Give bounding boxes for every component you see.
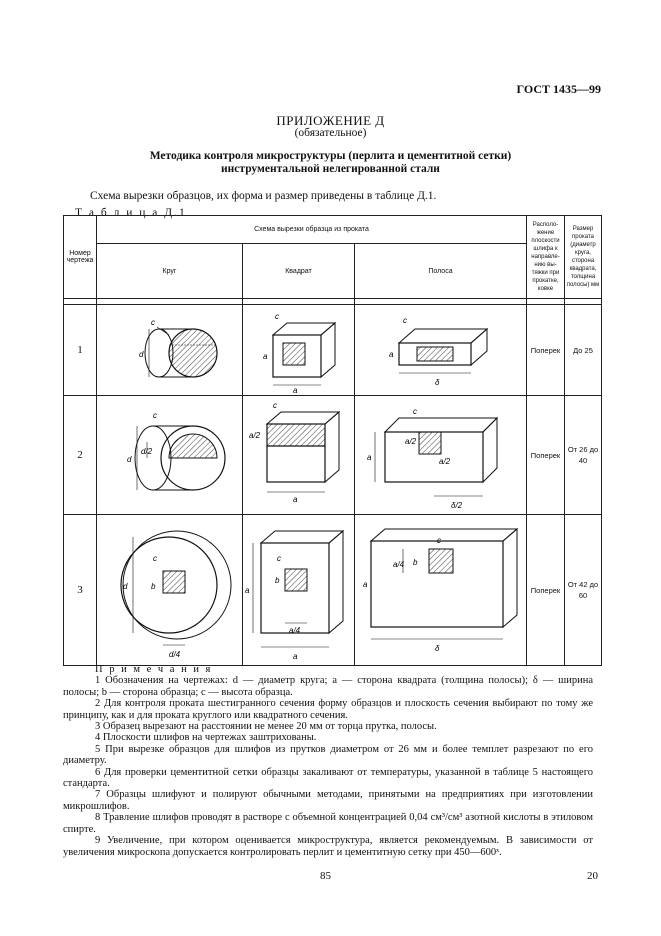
label-d2: d/2: [141, 447, 153, 456]
page-number-right: 20: [587, 870, 598, 882]
label-a: a: [293, 495, 298, 504]
label-c: c: [275, 312, 279, 321]
drawing-strip-1: [355, 305, 527, 396]
table-row: [64, 305, 602, 396]
drawing-strip-3: [355, 515, 527, 666]
label-a2: a/2: [439, 457, 451, 466]
label-b: b: [413, 558, 418, 567]
label-a: a: [389, 350, 394, 359]
note-item: 5 При вырезке образцов для шлифов из прутков диаметром от 26 мм и более темплет разрезают по его диаметру.: [63, 743, 593, 767]
row-size: От 26 до 40: [565, 396, 602, 515]
drawing-square-2: [243, 396, 355, 515]
table-row: [64, 396, 602, 515]
drawing-square-1: [243, 305, 355, 396]
label-delta2: δ/2: [451, 501, 463, 510]
appendix-status: (обязательное): [294, 127, 367, 139]
label-a: a: [245, 586, 250, 595]
label-b: b: [151, 582, 156, 591]
row-location: Поперек: [527, 396, 565, 515]
label-c: c: [277, 554, 281, 563]
label-d4: d/4: [169, 650, 181, 659]
drawing-circle-1: [97, 305, 243, 396]
header-size: Размер проката (диаметр круга, сторона квадрата, толщина полосы) мм: [565, 216, 602, 299]
label-a: a: [367, 453, 372, 462]
page-number-center: 85: [320, 870, 331, 882]
label-delta: δ: [435, 378, 440, 387]
document-code: ГОСТ 1435—99: [516, 82, 601, 96]
row-size: До 25: [565, 305, 602, 396]
drawing-circle-3: [97, 515, 243, 666]
note-item: 3 Образец вырезают на расстоянии не менее 20 мм от торца прутка, полосы.: [95, 721, 437, 733]
notes-heading: П р и м е ч а н и я: [95, 664, 213, 675]
label-c: c: [273, 401, 277, 410]
note-item: 6 Для проверки цементитной сетки образцы закаливают от температуры, указанной в таблице 5 настоящего стандарта.: [63, 766, 593, 790]
label-a: a: [293, 652, 298, 661]
intro-text: Схема вырезки образцов, их форма и размер приведены в таблице Д.1.: [90, 190, 437, 202]
label-d: d: [127, 455, 132, 464]
label-c: c: [437, 536, 441, 545]
label-d: d: [139, 350, 144, 359]
row-location: Поперек: [527, 305, 565, 396]
label-b: b: [275, 576, 280, 585]
note-item: 4 Плоскости шлифов на чертежах заштрихованы.: [95, 732, 317, 744]
note-item: 1 Обозначения на чертежах: d — диаметр круга; a — сторона квадрата (толщина полосы); δ — ширина полосы; b — сторона образца; c — высота образца.: [63, 675, 593, 698]
label-delta: δ: [435, 644, 440, 653]
drawing-strip-2: [355, 396, 527, 515]
row-num: 2: [64, 396, 97, 515]
drawing-circle-2: [97, 396, 243, 515]
specimen-table: [63, 215, 602, 666]
header-strip: Полоса: [355, 244, 527, 299]
label-a: a: [363, 580, 368, 589]
note-item: 2 Для контроля проката шестигранного сечения форму образцов и плоскость сечения выбирают по тому же принципу, как и для проката круглого или квадратного сечения.: [63, 698, 593, 721]
header-square: Квадрат: [243, 244, 355, 299]
header-location: Располо-жение плоскости шлифа к направле-нию вы-тяжки при прокатке, ковке: [527, 216, 565, 299]
header-circle: Круг: [97, 244, 243, 299]
label-c: c: [151, 318, 155, 327]
table-row: [64, 515, 602, 666]
label-a4: a/4: [393, 560, 405, 569]
row-size: От 42 до 60: [565, 515, 602, 666]
note-item: 7 Образцы шлифуют и полируют обычными методами, принятыми на предприятиях при изготовлении микрошлифов.: [63, 789, 593, 812]
label-c: c: [153, 411, 157, 420]
label-d: d: [123, 582, 128, 591]
label-a2: a/2: [249, 431, 261, 440]
table-caption: Т а б л и ц а Д.1: [75, 207, 187, 219]
label-c: c: [153, 554, 157, 563]
row-num: 1: [64, 305, 97, 396]
label-a: a: [263, 352, 268, 361]
drawing-square-3: [243, 515, 355, 666]
header-scheme: Схема вырезки образца из проката: [97, 216, 527, 244]
note-item: 8 Травление шлифов проводят в растворе с объемной концентрацией 0,04 см³/см³ азотной кислоты в этиловом спирте.: [63, 812, 593, 835]
header-num: Номер чертежа: [64, 216, 97, 299]
row-num: 3: [64, 515, 97, 666]
note-item: 9 Увеличение, при котором оценивается микроструктура, является рекомендуемым. В зависимости от увеличения микроскопа допускается контролировать перлит и цементитную сетку при 450—600ˣ.: [63, 835, 593, 858]
section-title-line2: инструментальной нелегированной стали: [221, 163, 440, 175]
appendix-title: ПРИЛОЖЕНИЕ Д: [276, 113, 385, 128]
notes-block: [63, 664, 593, 858]
row-location: Поперек: [527, 515, 565, 666]
label-a4: a/4: [289, 626, 301, 635]
section-title-line1: Методика контроля микроструктуры (перлита и цементитной сетки): [149, 150, 512, 162]
label-c: c: [403, 316, 407, 325]
label-a: a: [293, 386, 298, 395]
label-a2: a/2: [405, 437, 417, 446]
label-c: c: [413, 407, 417, 416]
